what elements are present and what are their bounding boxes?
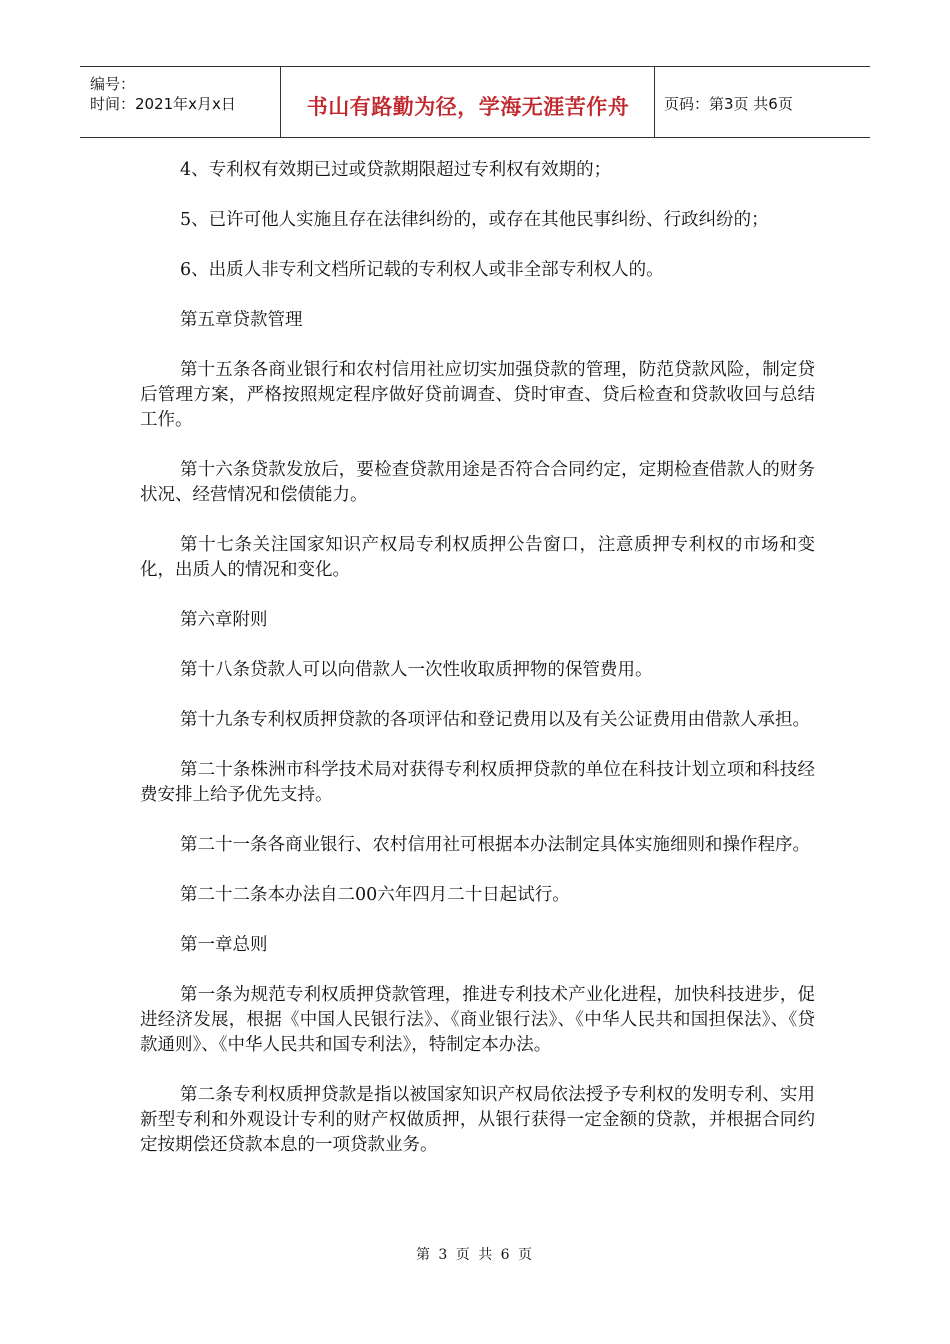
paragraph: 第二十一条各商业银行、农村信用社可根据本办法制定具体实施细则和操作程序。 xyxy=(180,835,810,855)
paragraph: 第一条为规范专利权质押贷款管理，推进专利技术产业化进程，加快科技进步，促进经济发展，根据《中国人民银行法》、《商业银行法》、《中华人民共和国担保法》、《贷款通则》、《中华人民共和国专利法》，特制定本办法。 xyxy=(140,985,815,1055)
paragraph: 第十八条贷款人可以向借款人一次性收取质押物的保管费用。 xyxy=(180,660,653,680)
paragraph: 第二十条株洲市科学技术局对获得专利权质押贷款的单位在科技计划立项和科技经费安排上给予优先支持。 xyxy=(140,760,815,805)
paragraph: 第二十二条本办法自二00六年四月二十日起试行。 xyxy=(180,885,570,905)
chapter-heading: 第五章贷款管理 xyxy=(180,310,303,330)
header-page-code: 页码：第3页 共6页 xyxy=(664,95,793,113)
serial-label: 编号： xyxy=(90,75,136,93)
paragraph: 第二条专利权质押贷款是指以被国家知识产权局依法授予专利权的发明专利、实用新型专利和外观设计专利的财产权做质押，从银行获得一定金额的贷款，并根据合同约定按期偿还贷款本息的一项贷款业务。 xyxy=(140,1085,815,1155)
paragraph: 第十六条贷款发放后，要检查贷款用途是否符合合同约定，定期检查借款人的财务状况、经营情况和偿债能力。 xyxy=(140,460,815,505)
time-label: 时间：2021年x月x日 xyxy=(90,95,236,113)
document-body xyxy=(140,158,815,1183)
paragraph: 第十九条专利权质押贷款的各项评估和登记费用以及有关公证费用由借款人承担。 xyxy=(180,710,810,730)
page-footer: 第 3 页 共 6 页 xyxy=(415,1247,535,1263)
chapter-heading: 第一章总则 xyxy=(180,935,268,955)
chapter-heading: 第六章附则 xyxy=(180,610,268,630)
header-meta-cell xyxy=(80,67,281,137)
page-header xyxy=(80,66,870,138)
paragraph: 第十七条关注国家知识产权局专利权质押公告窗口，注意质押专利权的市场和变化，出质人的情况和变化。 xyxy=(140,535,815,580)
paragraph: 第十五条各商业银行和农村信用社应切实加强贷款的管理，防范贷款风险，制定贷后管理方案，严格按照规定程序做好贷前调查、贷时审查、贷后检查和贷款收回与总结工作。 xyxy=(140,360,815,430)
paragraph: 4、专利权有效期已过或贷款期限超过专利权有效期的； xyxy=(180,160,612,180)
header-page-cell xyxy=(656,67,870,137)
header-motto: 书山有路勤为径，学海无涯苦作舟 xyxy=(306,95,630,119)
paragraph: 5、已许可他人实施且存在法律纠纷的，或存在其他民事纠纷、行政纠纷的； xyxy=(180,210,769,230)
header-motto-cell xyxy=(282,67,655,137)
paragraph: 6、出质人非专利文档所记载的专利权人或非全部专利权人的。 xyxy=(180,260,664,280)
